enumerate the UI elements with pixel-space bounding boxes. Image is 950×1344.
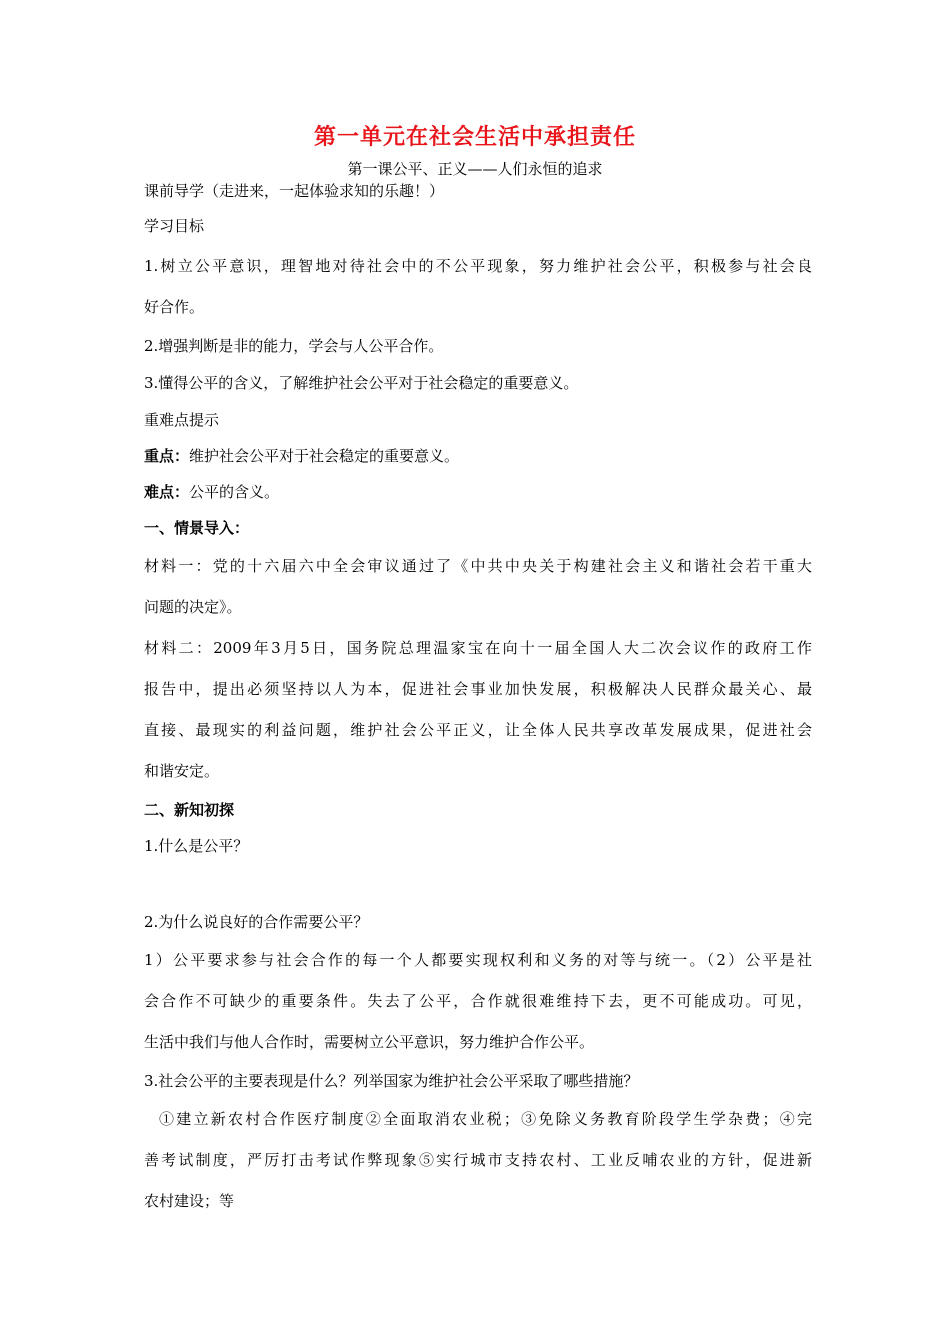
question-1: 1.什么是公平？	[144, 837, 249, 855]
difficult-point-label: 难点：	[144, 483, 190, 501]
material-1-line-a: 材料一：党的十六届六中全会审议通过了《中共中央关于构建社会主义和谐社会若干重大	[144, 557, 812, 575]
document-body	[144, 176, 812, 1222]
goal-1-line-b: 好合作。	[144, 298, 205, 316]
goals-heading: 学习目标	[144, 217, 205, 235]
answer-3-line-c: 农村建设；等	[144, 1192, 235, 1210]
key-point-label: 重点：	[144, 447, 190, 465]
answer-2-line-b: 会合作不可缺少的重要条件。失去了公平，合作就很难维持下去，更不可能成功。可见，	[144, 992, 812, 1010]
goal-2: 2.增强判断是非的能力，学会与人公平合作。	[144, 337, 444, 355]
key-point	[144, 438, 812, 474]
document-title: 第一单元在社会生活中承担责任	[313, 124, 636, 150]
section-2-heading: 二、新知初探	[144, 801, 235, 819]
question-3: 3.社会公平的主要表现是什么？列举国家为维护社会公平采取了哪些措施？	[144, 1072, 639, 1090]
difficult-point-text: 公平的含义。	[189, 483, 280, 501]
lesson-subtitle: 第一课公平、正义——人们永恒的追求	[347, 160, 603, 178]
material-1-line-b: 问题的决定》。	[144, 598, 242, 616]
keypoints-heading: 重难点提示	[144, 411, 220, 429]
answer-3-line-a: ①建立新农村合作医疗制度②全面取消农业税；③免除义务教育阶段学生学杂费；④完	[159, 1110, 812, 1128]
answer-2-line-c: 生活中我们与他人合作时，需要树立公平意识，努力维护合作公平。	[144, 1033, 595, 1051]
question-2: 2.为什么说良好的合作需要公平？	[144, 913, 369, 931]
answer-space	[144, 864, 812, 904]
intro-line: 课前导学（走进来，一起体验求知的乐趣！）	[144, 182, 445, 200]
key-point-text: 维护社会公平对于社会稳定的重要意义。	[189, 447, 460, 465]
goal-1-line-a: 1.树立公平意识，理智地对待社会中的不公平现象，努力维护社会公平，积极参与社会良	[144, 257, 812, 275]
goal-3: 3.懂得公平的含义，了解维护社会公平对于社会稳定的重要意义。	[144, 374, 579, 392]
material-2-line-b: 报告中，提出必须坚持以人为本，促进社会事业加快发展，积极解决人民群众最关心、最	[144, 680, 812, 698]
material-2-line-a: 材料二：2009年3月5日，国务院总理温家宝在向十一届全国人大二次会议作的政府工作	[144, 639, 812, 657]
material-2-line-d: 和谐安定。	[144, 762, 220, 780]
answer-3-line-b: 善考试制度，严厉打击考试作弊现象⑤实行城市支持农村、工业反哺农业的方针，促进新	[144, 1151, 812, 1169]
answer-2-line-a: 1）公平要求参与社会合作的每一个人都要实现权利和义务的对等与统一。（2）公平是社	[144, 951, 812, 969]
material-2-line-c: 直接、最现实的利益问题，维护社会公平正义，让全体人民共享改革发展成果，促进社会	[144, 721, 812, 739]
difficult-point	[144, 474, 812, 510]
section-1-heading: 一、情景导入：	[144, 519, 250, 537]
